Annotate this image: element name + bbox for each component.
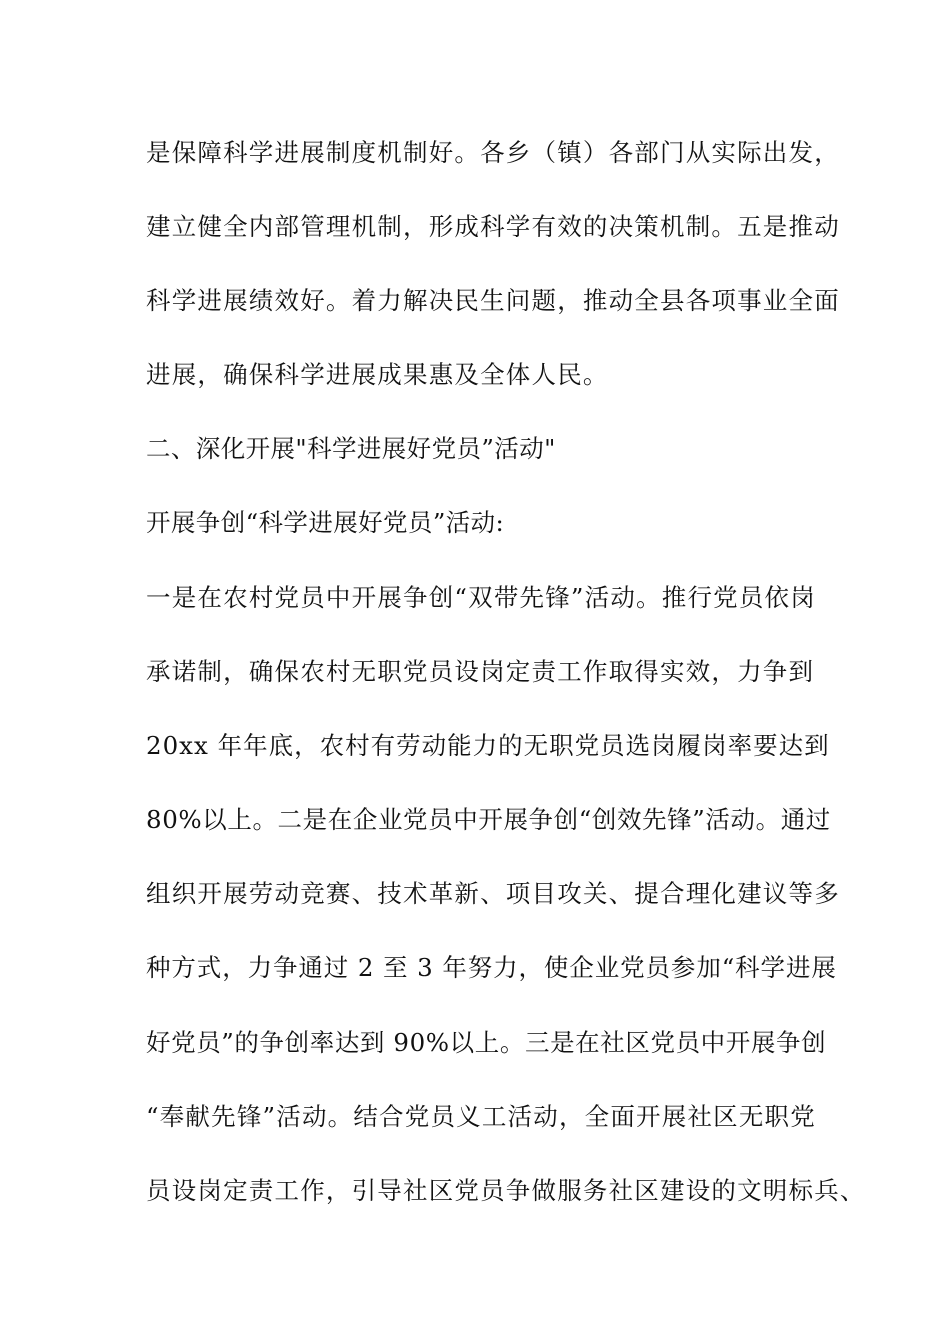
paragraph-line: 20xx 年年底，农村有劳动能力的无职党员选岗履岗率要达到 bbox=[146, 731, 830, 760]
paragraph-line: 进展，确保科学进展成果惠及全体人民。 bbox=[146, 360, 609, 389]
paragraph-line: 种方式，力争通过 2 至 3 年努力，使企业党员参加“科学进展 bbox=[146, 953, 837, 982]
paragraph-line: 组织开展劳动竞赛、技术革新、项目攻关、提合理化建议等多 bbox=[146, 879, 840, 908]
paragraph-line: 承诺制，确保农村无职党员设岗定责工作取得实效，力争到 bbox=[146, 657, 815, 686]
paragraph-line: 开展争创“科学进展好党员”活动: bbox=[146, 508, 505, 537]
paragraph-line: “奉献先锋”活动。结合党员义工活动，全面开展社区无职党 bbox=[146, 1102, 816, 1131]
paragraph-line: 科学进展绩效好。着力解决民生问题，推动全县各项事业全面 bbox=[146, 286, 840, 315]
section-heading: 二、深化开展"科学进展好党员”活动" bbox=[146, 434, 556, 463]
paragraph-line: 是保障科学进展制度机制好。各乡（镇）各部门从实际出发， bbox=[146, 138, 840, 167]
paragraph-line: 一是在农村党员中开展争创“双带先锋”活动。推行党员依岗 bbox=[146, 583, 816, 612]
paragraph-line: 好党员”的争创率达到 90%以上。三是在社区党员中开展争创 bbox=[146, 1028, 827, 1057]
paragraph-line: 员设岗定责工作，引导社区党员争做服务社区建设的文明标兵、 bbox=[146, 1176, 866, 1205]
paragraph-line: 建立健全内部管理机制，形成科学有效的决策机制。五是推动 bbox=[146, 212, 840, 241]
paragraph-line: 80%以上。二是在企业党员中开展争创“创效先锋”活动。通过 bbox=[146, 805, 831, 834]
